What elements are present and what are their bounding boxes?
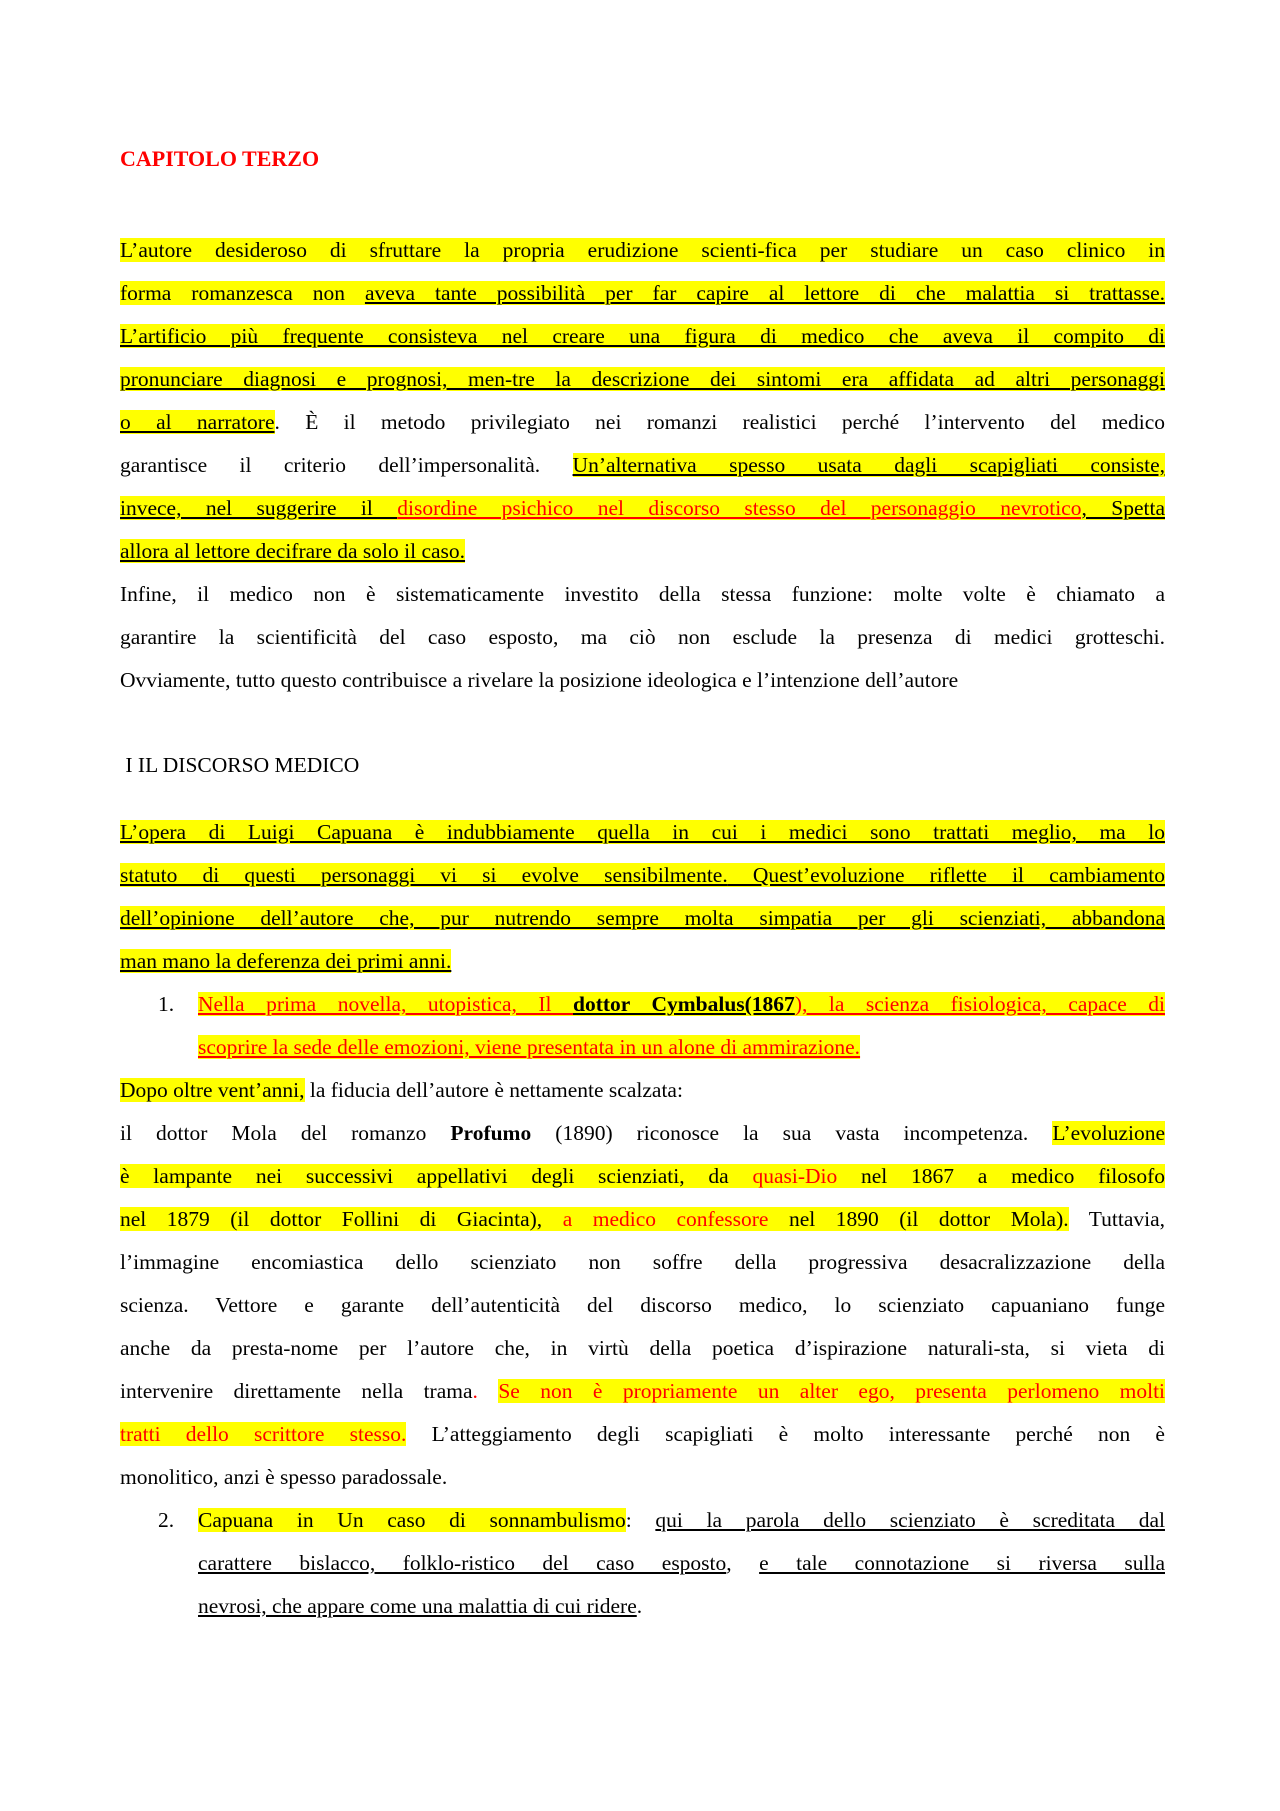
bold-text: Profumo: [450, 1121, 532, 1145]
plain-text: :: [625, 1508, 656, 1532]
text-line: [120, 854, 1165, 897]
bold-text: dottor Cymbalus(1867: [573, 992, 795, 1016]
text-line: scienza. Vettore e garante dell’autenticità del discorso medico, lo scienziato capuaniano funge: [120, 1293, 1165, 1317]
plain-text: il dottor Mola del romanzo: [120, 1121, 451, 1145]
text-line: [120, 530, 1165, 573]
highlighted-text: forma romanzesca non: [120, 281, 365, 305]
underlined-text: Quest’evoluzione riflette il cambiamento: [727, 863, 1165, 887]
text-line: [120, 229, 1165, 272]
text-line: [120, 897, 1165, 940]
text-line: [198, 1499, 1165, 1542]
underlined-text: allora al lettore decifrare da solo il caso.: [120, 539, 466, 563]
list-item: [120, 983, 1165, 1069]
paragraph-evolution: [120, 1069, 1165, 1499]
highlighted-text: nel 1867 a medico filosofo: [837, 1164, 1165, 1188]
underlined-text: e tale connotazione si riversa sulla: [759, 1551, 1165, 1575]
text-line: [198, 1585, 1165, 1628]
underlined-text: nevrosi, che appare come una malattia di cui ridere: [198, 1594, 637, 1618]
red-text: .: [472, 1379, 499, 1403]
plain-text: Tuttavia,: [1068, 1207, 1165, 1231]
text-line: [120, 315, 1165, 358]
highlighted-text: Dopo oltre vent’anni,: [120, 1078, 305, 1102]
underlined-text: aveva tante possibilità per far capire al lettore di che malattia si trattasse.: [364, 281, 1165, 305]
text-line: [120, 1155, 1165, 1198]
plain-text: ,: [726, 1551, 760, 1575]
red-text: tratti dello scrittore stesso.: [120, 1422, 407, 1446]
red-text: scoprire la sede delle emozioni, viene presentata in un alone di ammirazione.: [198, 1035, 861, 1059]
highlighted-text: nel 1879 (il dottor Follini di Giacinta),: [120, 1207, 563, 1231]
chapter-title: CAPITOLO TERZO: [120, 146, 320, 171]
underlined-text: L’artificio più frequente consisteva nel creare una figura di medico che aveva il compito di: [120, 324, 1165, 348]
underlined-text: Un’alternativa spesso usata dagli scapigliati consiste,: [572, 453, 1165, 477]
paragraph-function: [120, 573, 1165, 702]
list-item: [120, 1499, 1165, 1628]
text-line: [120, 401, 1165, 444]
underlined-text: carattere bislacco, folklo-ristico del caso esposto: [198, 1551, 727, 1575]
list-number: 1.: [158, 992, 175, 1016]
text-line: anche da presta-nome per l’autore che, in virtù della poetica d’ispirazione naturali-sta, si vieta di: [120, 1336, 1165, 1360]
text-line: [120, 1370, 1165, 1413]
plain-text: L’atteggiamento degli scapigliati è molto interessante perché non è: [406, 1422, 1165, 1446]
underlined-text: o al narratore: [120, 410, 275, 434]
text-line: [198, 1026, 1165, 1069]
plain-text: .: [636, 1594, 643, 1618]
text-line: monolitico, anzi è spesso paradossale.: [120, 1465, 448, 1489]
text-line: [120, 358, 1165, 401]
list-number: 2.: [158, 1508, 175, 1532]
red-text: quasi-Dio: [752, 1164, 838, 1188]
text-line: [120, 444, 1165, 487]
text-line: garantire la scientificità del caso esposto, ma ciò non esclude la presenza di medici grotteschi.: [120, 625, 1165, 649]
highlighted-text: L’evoluzione: [1052, 1121, 1166, 1145]
underlined-text: L’opera di Luigi Capuana è indubbiamente quella in cui i medici sono trattati meglio, ma lo: [120, 820, 1165, 844]
highlighted-text: è lampante nei successivi appellativi degli scienziati, da: [120, 1164, 753, 1188]
paragraph-capuana: [120, 811, 1165, 983]
red-text: ), la scienza fisiologica, capace di: [794, 992, 1165, 1016]
text-line: [120, 1069, 1165, 1112]
text-line: [120, 811, 1165, 854]
plain-text: la fiducia dell’autore è nettamente scalzata:: [304, 1078, 683, 1102]
underlined-text: pronunciare diagnosi e prognosi, men-tre la descrizione dei sintomi era affidata ad altri personaggi: [120, 367, 1165, 391]
text-line: l’immagine encomiastica dello scienziato non soffre della progressiva desacralizzazione della: [120, 1250, 1165, 1274]
text-line: [120, 1198, 1165, 1241]
text-line: Ovviamente, tutto questo contribuisce a rivelare la posizione ideologica e l’intenzione dell’autore: [120, 668, 959, 692]
plain-text: . È il metodo privilegiato nei romanzi realistici perché l’intervento del medico: [274, 410, 1165, 434]
highlighted-text: L’autore desideroso di sfruttare la propria erudizione scienti-fica per studiare un caso clinico in: [120, 238, 1165, 262]
underlined-text: dell’opinione dell’autore che, pur nutrendo sempre molta simpatia per gli scienziati, abbandona: [120, 906, 1165, 930]
underlined-text: , Spetta: [1081, 496, 1165, 520]
paragraph-intro: [120, 229, 1165, 573]
text-line: [198, 1542, 1165, 1585]
red-text: disordine psichico nel discorso stesso del personaggio nevrotico: [397, 496, 1082, 520]
red-text: Nella prima novella, utopistica, Il: [198, 992, 574, 1016]
underlined-text: statuto di questi personaggi vi si evolve sensibilmente.: [120, 863, 728, 887]
text-line: [120, 272, 1165, 315]
section-heading: I IL DISCORSO MEDICO: [120, 753, 360, 777]
plain-text: garantisce il criterio dell’impersonalità.: [120, 453, 573, 477]
plain-text: (1890) riconosce la sua vasta incompetenza.: [531, 1121, 1053, 1145]
text-line: [120, 1413, 1165, 1456]
red-text: a medico confessore: [562, 1207, 769, 1231]
underlined-text: qui la parola dello scienziato è screditata dal: [655, 1508, 1165, 1532]
underlined-text: invece, nel suggerire il: [120, 496, 398, 520]
underlined-text: man mano la deferenza dei primi anni.: [120, 949, 452, 973]
red-text: Se non è propriamente un alter ego, presenta perlomeno molti: [498, 1379, 1166, 1403]
text-line: Infine, il medico non è sistematicamente investito della stessa funzione: molte volte è chiamato a: [120, 582, 1165, 606]
text-line: [120, 487, 1165, 530]
text-line: [198, 983, 1165, 1026]
highlighted-text: nel 1890 (il dottor Mola).: [768, 1207, 1069, 1231]
text-line: [120, 940, 1165, 983]
plain-text: intervenire direttamente nella trama: [120, 1379, 473, 1403]
text-line: [120, 1112, 1165, 1155]
highlighted-text: Capuana in Un caso di sonnambulismo: [198, 1508, 626, 1532]
